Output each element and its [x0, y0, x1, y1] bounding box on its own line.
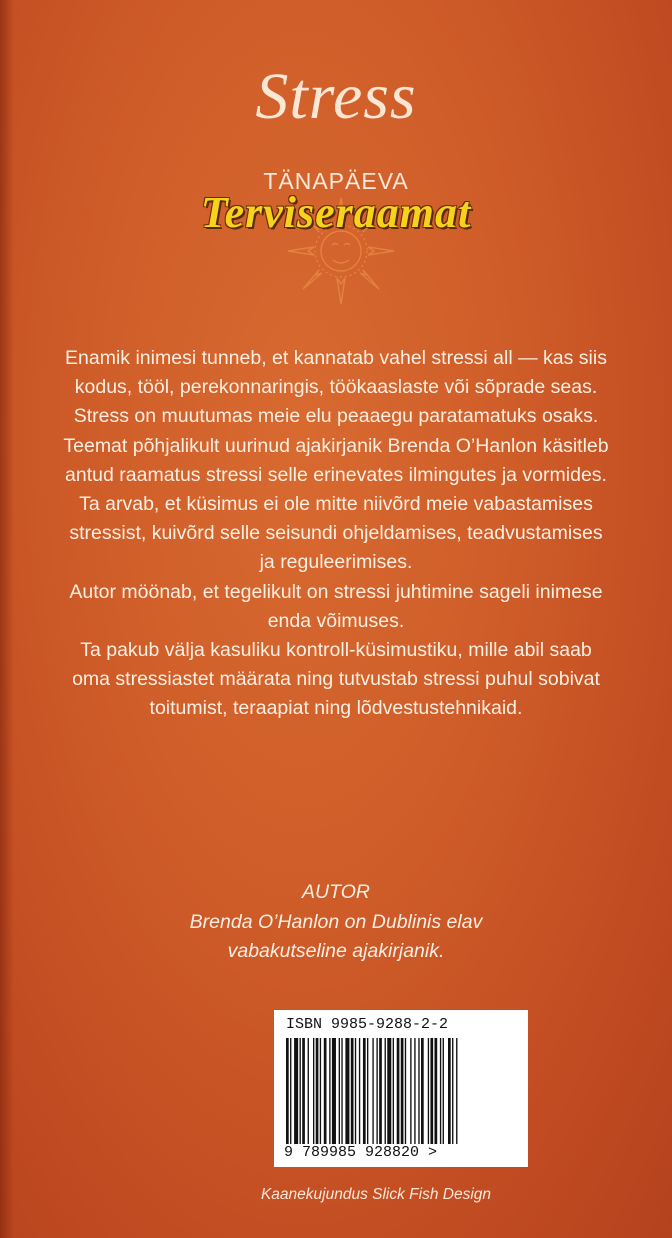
barcode-bar — [401, 1038, 404, 1144]
barcode-bar — [290, 1038, 291, 1144]
design-credit: Kaanekujundus Slick Fish Design — [260, 1186, 492, 1203]
barcode-bar — [372, 1038, 373, 1144]
book-title: Stress — [255, 60, 417, 133]
barcode-bar — [410, 1038, 411, 1144]
barcode-bar — [294, 1038, 298, 1144]
barcode-bar — [448, 1038, 451, 1144]
author-heading: AUTOR — [302, 881, 370, 903]
blurb-paragraph: Autor möönab, et tegelikult on stressi juhtimine sageli inimese enda võimuses. — [69, 580, 603, 632]
blurb-paragraph: Enamik inimesi tunneb, et kannatab vahel stressi all — kas siis kodus, tööl, perekonnaringis, töökaaslaste või sõprade seas. Stress on muutumas meie elu peaaegu paratamatuks osaks. — [65, 347, 607, 428]
barcode-bar — [385, 1038, 386, 1144]
barcode-bar — [313, 1038, 314, 1144]
barcode-bar — [341, 1038, 342, 1144]
blurb-text — [60, 344, 612, 724]
author-bio-line: vabakutseline ajakirjanik. — [227, 940, 445, 962]
series-brand: Terviseraamat — [200, 188, 472, 237]
barcode-bar — [456, 1038, 457, 1144]
barcode-bar — [367, 1038, 368, 1144]
barcode-bar — [430, 1038, 433, 1144]
blurb-paragraph: Teemat põhjalikult uurinud ajakirjanik Brenda O’Hanlon käsitleb antud raamatus stressi selle erinevates ilmingutes ja vormides. Ta arvab, et küsimus ei ole mitte niivõrd meie vabastamises stressist, kuivõrd selle seisundi ohjeldamises, teadvustamises ja reguleerimises. — [63, 434, 609, 574]
barcode-bar — [393, 1038, 394, 1144]
barcode-bar — [397, 1038, 400, 1144]
barcode-bar — [443, 1038, 444, 1144]
barcode-bar — [418, 1038, 419, 1144]
barcode-bar — [452, 1038, 453, 1144]
barcode-box — [274, 1010, 528, 1167]
barcode-bar — [308, 1038, 309, 1144]
barcode-bar — [359, 1038, 360, 1144]
barcode-bar — [286, 1038, 289, 1144]
barcode-bar — [363, 1038, 366, 1144]
barcode-bar — [387, 1038, 391, 1144]
author-bio-line: Brenda O’Hanlon on Dublinis elav — [189, 910, 483, 933]
barcode-bar — [351, 1038, 354, 1144]
barcode-bar — [405, 1038, 406, 1144]
barcode-bar — [379, 1038, 382, 1144]
barcode-bar — [355, 1038, 356, 1144]
barcode-bar — [339, 1038, 340, 1144]
barcode-bar — [320, 1038, 321, 1144]
barcode-bar — [376, 1038, 377, 1144]
barcode-bar — [302, 1038, 305, 1144]
barcode-bar — [421, 1038, 424, 1144]
isbn-label: ISBN 9985-9288-2-2 — [286, 1016, 449, 1033]
ean-digits: 9 789985 928820 > — [284, 1144, 438, 1161]
barcode-bar — [428, 1038, 429, 1144]
barcode-bar — [316, 1038, 319, 1144]
barcode-bar — [300, 1038, 301, 1144]
barcode-bar — [332, 1038, 336, 1144]
author-section — [60, 878, 612, 967]
barcode-bar — [414, 1038, 415, 1144]
barcode-bar — [345, 1038, 349, 1144]
barcode-icon — [282, 1038, 520, 1144]
barcode-bar — [329, 1038, 330, 1144]
barcode-bar — [324, 1038, 327, 1144]
series-label: TÄNAPÄEVA — [263, 168, 409, 194]
barcode-bar — [435, 1038, 438, 1144]
blurb-paragraph: Ta pakub välja kasuliku kontroll-küsimustiku, mille abil saab oma stressiastet määrata ning tutvustab stressi puhul sobivat toitumist, teraapiat ning lõdvestustehnikaid. — [72, 639, 600, 720]
barcode-bar — [440, 1038, 441, 1144]
